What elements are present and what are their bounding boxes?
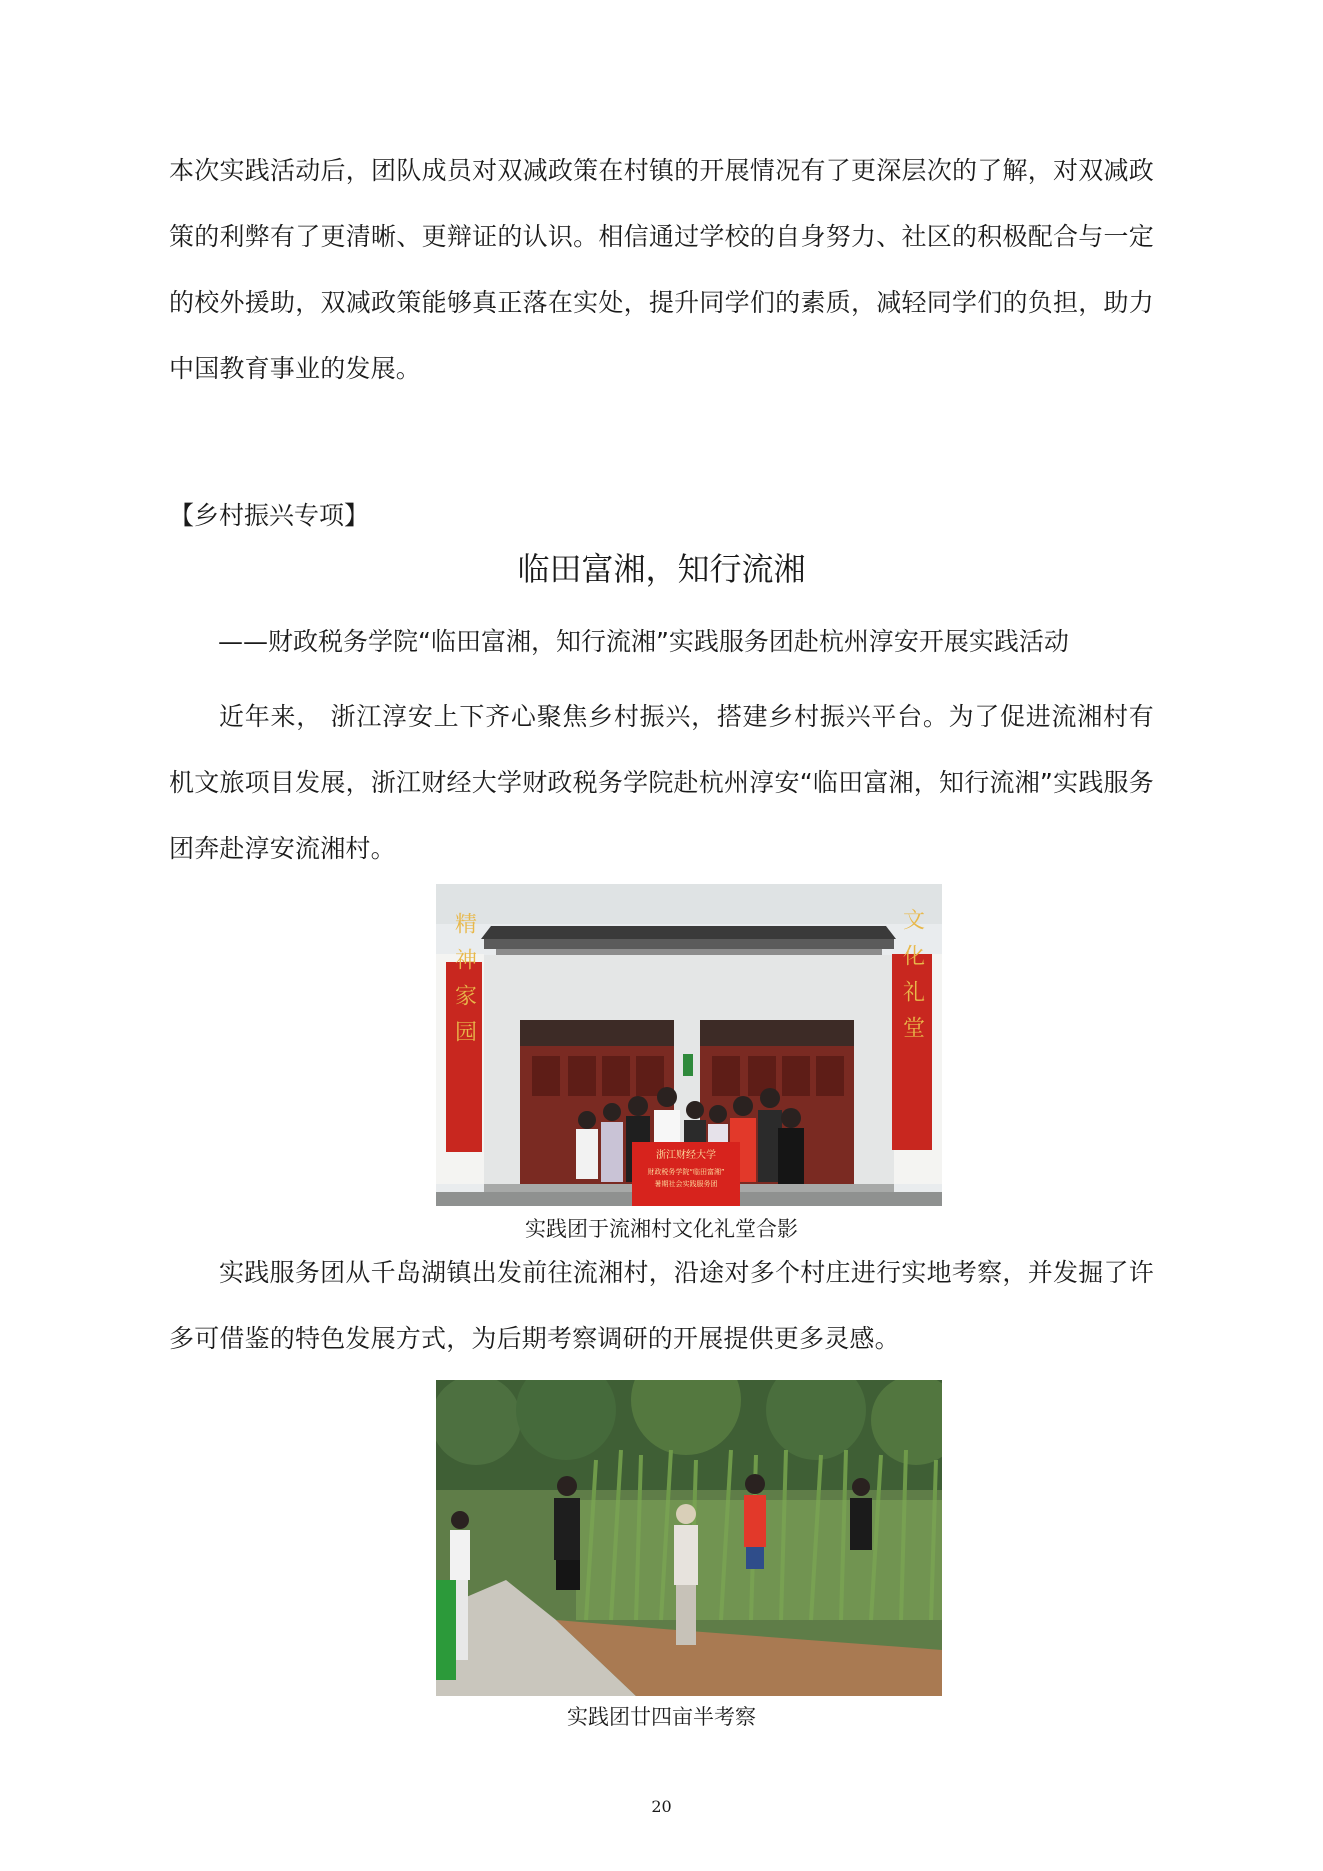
- figure-2-caption: 实践团廿四亩半考察: [567, 1705, 756, 1729]
- cornfield-photo-image: [436, 1380, 942, 1696]
- page-number: 20: [651, 1797, 672, 1816]
- article-subtitle: ——财政税务学院“临田富湘，知行流湘”实践服务团赴杭州淳安开展实践活动: [218, 627, 1069, 656]
- couplet-right-text: 文化礼堂: [899, 908, 925, 1052]
- intro-paragraph: 本次实践活动后，团队成员对双减政策在村镇的开展情况有了更深层次的了解，对双减政策的利弊有了更清晰、更辩证的认识。相信通过学校的自身努力、社区的积极配合与一定的校外援助，双减政策能够真正落在实处，提升同学们的素质，减轻同学们的负担，助力中国教育事业的发展。: [169, 156, 1154, 383]
- banner-line-3: 暑期社会实践服务团: [654, 1180, 718, 1188]
- paragraph-1: 近年来， 浙江淳安上下齐心聚焦乡村振兴，搭建乡村振兴平台。为了促进流湘村有机文旅项目发展，浙江财经大学财政税务学院赴杭州淳安“临田富湘，知行流湘”实践服务团奔赴淳安流湘村。: [169, 702, 1154, 863]
- article-title: 临田富湘，知行流湘: [517, 550, 806, 588]
- group-photo: [436, 884, 942, 1206]
- couplet-left-text: 精神家园: [451, 912, 477, 1056]
- paragraph-2: 实践服务团从千岛湖镇出发前往流湘村，沿途对多个村庄进行实地考察，并发掘了许多可借鉴的特色发展方式，为后期考察调研的开展提供更多灵感。: [169, 1258, 1154, 1353]
- cornfield-photo: [436, 1380, 942, 1696]
- group-photo-image: [436, 884, 942, 1206]
- figure-1-caption: 实践团于流湘村文化礼堂合影: [525, 1217, 798, 1241]
- banner-line-2: 财政税务学院“临田富湘”: [647, 1168, 725, 1176]
- section-tag: 【乡村振兴专项】: [169, 501, 370, 530]
- banner-line-1: 浙江财经大学: [656, 1150, 716, 1161]
